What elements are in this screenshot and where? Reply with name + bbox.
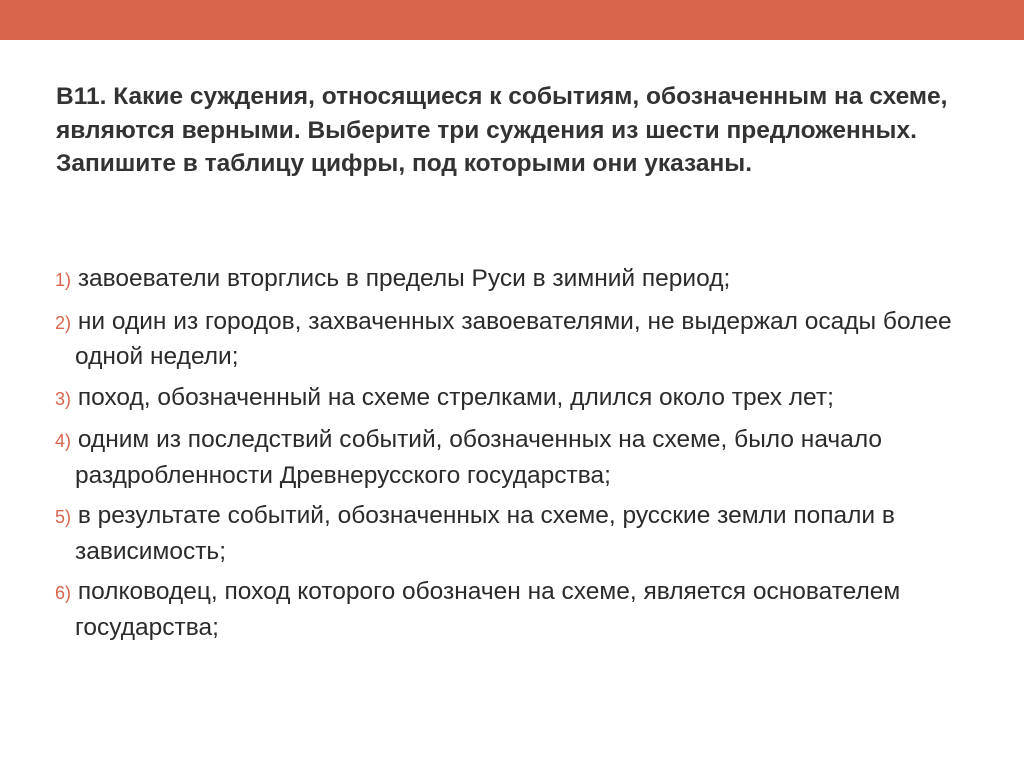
option-text: полководец, поход которого обозначен на схеме, является основателем государства; (75, 578, 901, 641)
answer-option-6 (55, 575, 995, 644)
answer-option-5 (55, 499, 995, 568)
answer-options-list (55, 262, 995, 651)
option-text: завоеватели вторглись в пределы Руси в зимний период; (77, 265, 731, 292)
answer-option-3 (55, 381, 995, 417)
header-accent-bar (0, 0, 1024, 40)
option-number: 6) (55, 583, 72, 603)
answer-option-4 (55, 423, 995, 492)
option-number: 3) (55, 388, 72, 409)
answer-option-2 (55, 305, 995, 374)
option-number: 2) (55, 312, 72, 333)
question-text: В11. Какие суждения, относящиеся к событиям, обозначенным на схеме, являются верными. Выберите три суждения из шести предложенных. Запишите в таблицу цифры, под которыми они указаны. (56, 83, 948, 177)
option-text: одним из последствий событий, обозначенных на схеме, было начало раздробленности Древнерусского государства; (75, 426, 883, 489)
option-text: поход, обозначенный на схеме стрелками, длился около трех лет; (77, 383, 834, 411)
option-text: в результате событий, обозначенных на схеме, русские земли попали в зависимость; (75, 502, 895, 565)
answer-option-1 (55, 262, 995, 298)
option-text: ни один из городов, захваченных завоевателями, не выдержал осады более одной недели; (75, 307, 952, 370)
option-number: 4) (55, 431, 72, 451)
option-number: 1) (55, 270, 72, 290)
option-number: 5) (55, 507, 72, 527)
